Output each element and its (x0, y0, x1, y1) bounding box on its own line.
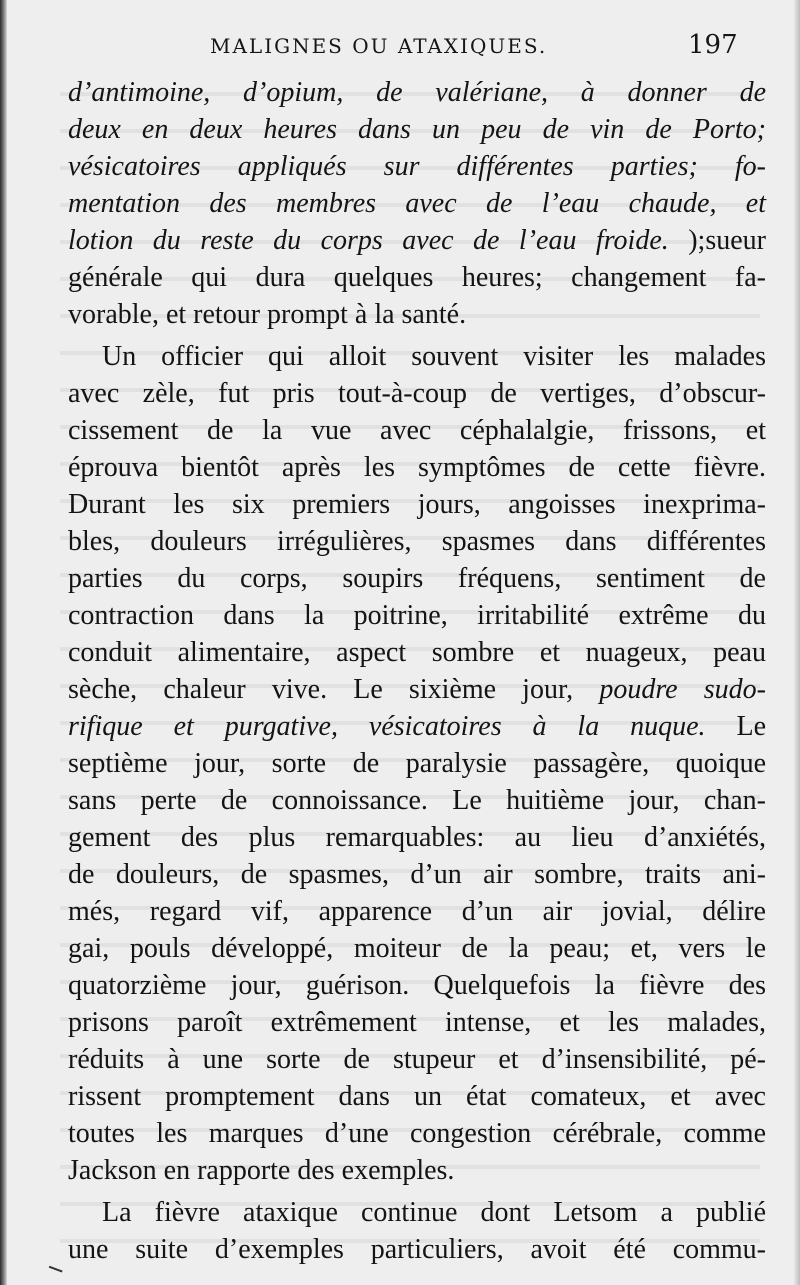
text-line: sans perte de connoissance. Le huitième jour, chan- (68, 785, 766, 816)
text-line: d’antimoine, d’opium, de valériane, à donner de (68, 77, 766, 108)
text-line: cissement de la vue avec céphalalgie, frissons, et (68, 415, 766, 446)
text-line: mentation des membres avec de l’eau chaude, et (68, 188, 766, 219)
text-line: Jackson en rapporte des exemples. (68, 1155, 455, 1186)
text-line: conduit alimentaire, aspect sombre et nuageux, peau (68, 637, 766, 668)
text-line: bles, douleurs irrégulières, spasmes dans différentes (68, 526, 766, 557)
text-line: quatorzième jour, guérison. Quelquefois la fièvre des (68, 970, 766, 1001)
page-binding-edge (0, 0, 7, 1285)
paragraph (68, 74, 766, 333)
paragraph (68, 338, 766, 1189)
text-line: rissent promptement dans un état comateux, et avec (68, 1081, 766, 1112)
text-line: contraction dans la poitrine, irritabilité extrême du (68, 600, 766, 631)
text-line: une suite d’exemples particuliers, avoit été commu- (68, 1234, 766, 1265)
text-line: toutes les marques d’une congestion cérébrale, comme (68, 1118, 766, 1149)
text-line: Un officier qui alloit souvent visiter les malades (102, 341, 766, 372)
text-line: de douleurs, de spasmes, d’un air sombre, traits ani- (68, 859, 766, 890)
text-line: parties du corps, soupirs fréquens, sentiment de (68, 563, 766, 594)
roman-run: sèche, chaleur vive. Le sixième jour, (68, 674, 574, 705)
corner-mark (47, 1266, 62, 1276)
text-line (68, 708, 766, 745)
text-line: éprouva bientôt après les symptômes de cette fièvre. (68, 452, 766, 483)
text-line: vésicatoires appliqués sur différentes parties; fo- (68, 151, 766, 182)
roman-run: Le (736, 711, 767, 742)
italic-run: poudre sudo- (599, 674, 766, 705)
running-head: MALIGNES OU ATAXIQUES. (210, 34, 548, 58)
page-header (0, 30, 800, 66)
text-line: avec zèle, fut pris tout-à-coup de vertiges, d’obscur- (68, 378, 766, 409)
page-body-text (68, 74, 766, 1268)
text-line: Durant les six premiers jours, angoisses inexprima- (68, 489, 766, 520)
paragraph (68, 1194, 766, 1268)
text-line (68, 671, 766, 708)
italic-run: rifique et purgative, vésicatoires à la nuque. (68, 711, 706, 742)
text-line: deux en deux heures dans un peu de vin de Porto; (68, 114, 766, 145)
italic-run: lotion du reste du corps avec de l’eau froide. (68, 225, 669, 256)
text-line: générale qui dura quelques heures; changement fa- (68, 262, 766, 293)
text-line: més, regard vif, apparence d’un air jovial, délire (68, 896, 766, 927)
text-line: gai, pouls développé, moiteur de la peau; et, vers le (68, 933, 766, 964)
roman-run: );sueur (688, 225, 766, 256)
text-line: réduits à une sorte de stupeur et d’insensibilité, pé- (68, 1044, 766, 1075)
text-line: prisons paroît extrêmement intense, et les malades, (68, 1007, 766, 1038)
page-right-edge (794, 0, 800, 1285)
page-number: 197 (688, 30, 738, 60)
text-line (68, 222, 766, 259)
text-line: septième jour, sorte de paralysie passagère, quoique (68, 748, 766, 779)
text-line: La fièvre ataxique continue dont Letsom a publié (102, 1197, 766, 1228)
text-line: vorable, et retour prompt à la santé. (68, 299, 467, 330)
text-line: gement des plus remarquables: au lieu d’anxiétés, (68, 822, 766, 853)
